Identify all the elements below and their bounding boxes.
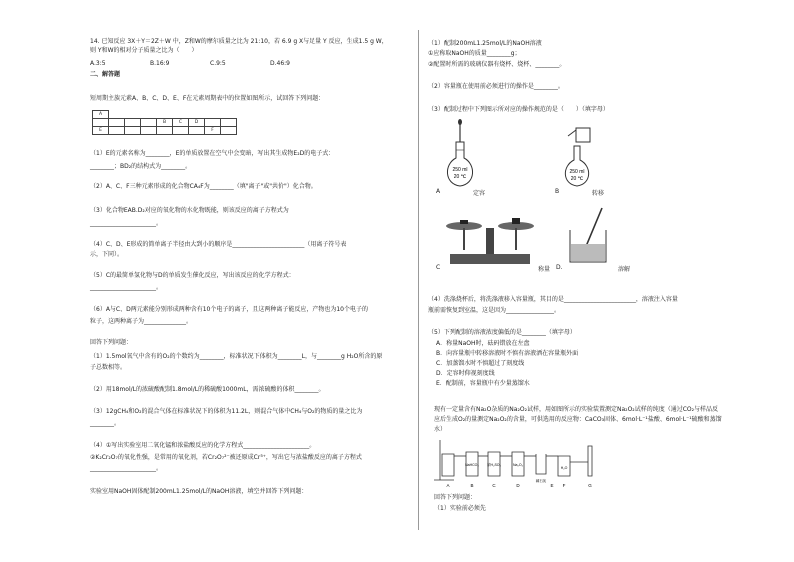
q15-1b: ________；BD₂的结构式为________。 xyxy=(90,163,192,170)
q14-stem: 14. 已知反应 3X＋Y＝2Z＋W 中，Z和W的摩尔质量之比为 21:10，若 6.9 g X与足量 Y 反应，生成1.5 g W， xyxy=(90,38,388,45)
figure-a-letter: A xyxy=(436,188,441,195)
figure-b-transfer xyxy=(560,124,610,192)
reagent-soda-lime: 碱石灰 xyxy=(535,479,547,483)
q14-option-c: C.9:5 xyxy=(210,60,226,67)
cell-c: C xyxy=(173,119,189,127)
cell-b: B xyxy=(157,119,173,127)
r5-option-a: A．称量NaOH时，砝码错放在左盘 xyxy=(436,340,530,347)
apparatus-diagram xyxy=(432,436,612,490)
q16-2: （2）用18mol/L的浓硫酸配制1.8mol/L的稀硫酸1000mL，需浓硫酸的体积________。 xyxy=(90,386,325,393)
figure-d-letter: D. xyxy=(556,264,563,271)
figure-a-volumetric-flask xyxy=(438,118,498,190)
q16-4a: （4）①写出实验室用二氧化锰和浓盐酸反应的化学方程式______________________。 xyxy=(90,442,316,449)
figure-c-letter: C xyxy=(436,264,441,271)
q15-1a: （1）E的元素名称为________，E的单质放置在空气中会变暗，写出其生成物E₂D的电子式： xyxy=(90,150,335,157)
q17-stem: 实验室用NaOH固体配制200mL1.25mol/L的NaOH溶液，填空并回答下列问题： xyxy=(90,488,308,495)
cylinder-g xyxy=(588,446,592,476)
q18a: 现有一定量含有Na₂O杂质的Na₂O₂试样，用如图所示的实验装置测定Na₂O₂试样的纯度（通过CO₂与样品反 xyxy=(434,406,719,413)
q16-4c: ______________________。 xyxy=(90,465,163,472)
r5: （5）下列配制的溶液浓度偏低的是________（填字母） xyxy=(428,329,576,336)
q16-1b: 子总数相等。 xyxy=(90,364,127,371)
r5-option-e: E．配制前，容量瓶中有少量蒸馏水 xyxy=(436,380,530,387)
q16-1a: （1）1.5mol氧气中含有的O₂的个数约为________，标准状况下体积为________L，与________g H₂O所含的原 xyxy=(90,353,383,360)
q16-3a: （3）12gCH₄和O₂的混合气体在标准状况下的体积为11.2L，则混合气体中CH₄与O₂的物质的量之比为 xyxy=(90,408,363,415)
r2: （2）容量瓶在使用前必须进行的操作是________。 xyxy=(428,83,564,90)
q15-5b: ______________________。 xyxy=(90,284,163,291)
figure-a-caption: 定容 xyxy=(473,190,486,197)
dropper-bulb xyxy=(458,119,462,125)
reagent-water: H₂O xyxy=(560,466,568,470)
r1b: ②配置时所需的玻璃仪器有烧杯、烧杯、________。 xyxy=(428,61,566,68)
q15-2: （2）A、C、F三种元素形成的化合物CA₄F为________（填"离子"或"共价"）化合物。 xyxy=(90,183,317,190)
q15-3b: ______________________。 xyxy=(90,220,163,227)
q18-1: （1）实验前必须先 xyxy=(434,505,486,512)
r5-option-c: C．加蒸馏水时不慎超过了刻度线 xyxy=(436,360,525,367)
q15-6b: 粒子，这两种离子为______________。 xyxy=(90,318,193,325)
q18-head: 回答下列问题： xyxy=(434,494,477,501)
label-g: G xyxy=(588,483,592,488)
flask-volume-label: 250 ml xyxy=(452,167,468,173)
q14-option-a: A.3:5 xyxy=(90,60,106,67)
label-f: F xyxy=(562,483,566,488)
q15-4a: （4）C、D、E形成的简单离子半径由大到小的顺序是________________________（用离子符号表 xyxy=(90,241,347,248)
q18c: 水） xyxy=(434,426,447,433)
q15-5a: （5）C的最简单氢化物与D的单质发生催化反应，写出该反应的化学方程式： xyxy=(90,272,295,279)
flask-volume-label: 250 ml xyxy=(569,169,585,175)
reagent-h2so4: 浓H₂SO₄ xyxy=(487,463,501,467)
label-a: A xyxy=(446,483,450,488)
figure-c-balance xyxy=(440,210,540,268)
q16-4b: ②K₂Cr₂O₇的氧化性强，是常用的氧化剂，若Cr₂O₇²⁻被还原成Cr³⁺，写出它与浓盐酸反应的离子方程式 xyxy=(90,454,362,461)
label-b: B xyxy=(470,483,474,488)
r1: （1）配制200mL1.25mol/L的NaOH溶液 xyxy=(428,40,542,47)
flask-a xyxy=(442,454,454,476)
balance-base xyxy=(450,254,530,264)
r5-option-d: D．定容时仰视刻度线 xyxy=(436,370,495,377)
q14-option-b: B.16:9 xyxy=(150,60,170,67)
r1a: ①应称取NaOH的质量________g； xyxy=(428,50,521,57)
figure-d-caption: 溶解 xyxy=(618,266,631,273)
label-c: C xyxy=(492,483,496,488)
q15-stem: 短周期主族元素A、B、C、D、E、F在元素周期表中的位置如图所示，试回答下列问题： xyxy=(90,95,325,102)
cell-a: A xyxy=(93,111,109,119)
cell-e: E xyxy=(93,127,109,135)
label-d: D xyxy=(516,483,520,488)
q14-stem-2: 则 Y和W的相对分子质量之比为（ ） xyxy=(90,47,198,54)
q15-3a: （3）化合物EAB.D₂对应的氧化物的水化物既能，则该反应的离子方程式为 xyxy=(90,207,289,214)
section-title: 二、解答题 xyxy=(90,71,121,78)
q15-4b: 示，下同）。 xyxy=(90,251,124,258)
u-tube-e xyxy=(536,454,546,474)
figure-d-dissolve xyxy=(566,206,610,266)
q18b: 应后生成O₂的量测定Na₂O₂的含量，可供选用的反应物：CaCO₃固体、6mol·L⁻¹盐酸、6mol·L⁻¹硫酸和蒸馏 xyxy=(434,416,722,423)
label-e: E xyxy=(550,483,554,488)
r4b: 瓶前需恢复到室温，这是因为________________。 xyxy=(428,307,561,314)
q14-option-d: D.46:9 xyxy=(270,60,291,67)
periodic-table-fragment xyxy=(92,110,237,135)
reagent-na2o2: Na₂O₂ xyxy=(513,463,523,467)
figure-c-caption: 称量 xyxy=(538,266,551,273)
flask-temp-label: 20 ℃ xyxy=(453,174,467,180)
q16-3b: ________。 xyxy=(90,420,121,427)
r4a: （4）洗涤烧杯后，将洗涤液移入容量瓶，其目的是________________________，溶液注入容量 xyxy=(428,296,678,303)
column-divider xyxy=(418,30,419,530)
cell-f: F xyxy=(205,127,221,135)
r3: （3）配制过程中下列图示所对应的操作规范的是（ ）（填字母） xyxy=(428,106,609,113)
figure-b-letter: B xyxy=(555,188,560,195)
figure-b-caption: 转移 xyxy=(592,190,605,197)
pouring-beaker xyxy=(576,128,590,142)
q15-6a: （6）A与C、D两元素能分别形成两种含有10个电子的离子，且这两种离子能反应，产物也为10个电子的 xyxy=(90,306,369,313)
solution xyxy=(571,244,605,261)
cell-d: D xyxy=(189,119,205,127)
r5-option-b: B．向容量瓶中转移溶液时不慎有溶液洒在容量瓶外面 xyxy=(436,350,579,357)
q16-head: 回答下列问题： xyxy=(90,339,133,346)
flask-temp-label: 20 ℃ xyxy=(570,176,584,182)
reagent-nahco3: NaHCO₃ xyxy=(465,463,479,467)
